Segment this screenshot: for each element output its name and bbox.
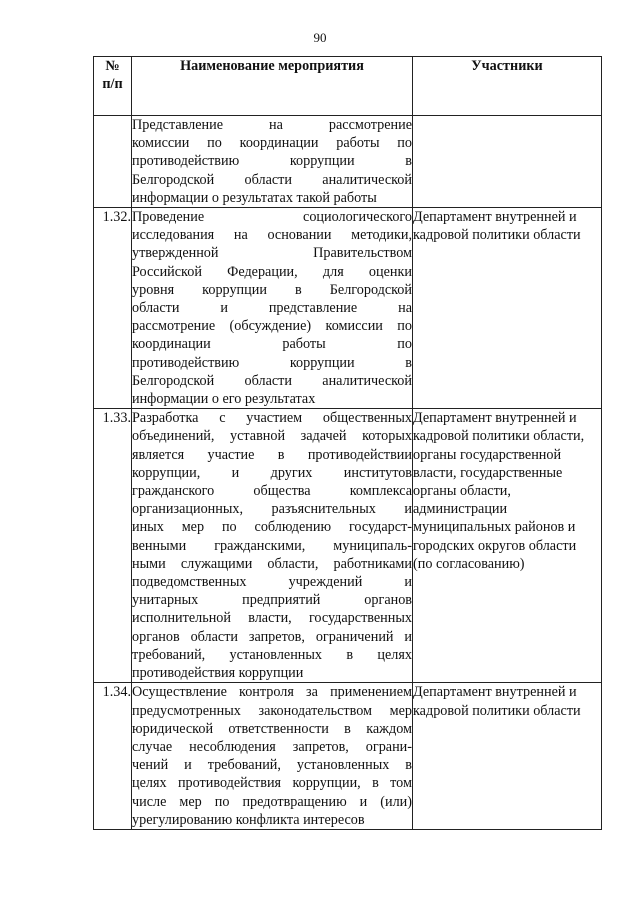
measures-table: [93, 56, 602, 830]
measure-name-line: предусмотренных законодательством мер: [132, 702, 412, 719]
measure-name-cell: [132, 409, 413, 683]
measure-name-line: Представление на рассмотрение: [132, 117, 412, 133]
participant-line: городских округов области: [413, 537, 577, 554]
header-participants: Участники: [413, 57, 602, 116]
participant-line: органы области,: [413, 483, 511, 500]
participant-line: Департамент внутренней и: [413, 209, 577, 226]
row-number: 1.32.: [94, 208, 132, 409]
measure-name-line: гражданского общества комплекса: [132, 483, 412, 500]
row-number: 1.34.: [94, 683, 132, 830]
page-number: 90: [313, 30, 327, 45]
measure-name-line: исследования на основании методики,: [132, 227, 412, 244]
measure-name-line: информации о результатах такой работы: [132, 189, 377, 206]
measure-name-line: ными служащими области, работниками: [132, 555, 412, 572]
participant-line: Департамент внутренней и: [413, 684, 577, 701]
measure-name-cell: [132, 683, 413, 830]
measure-name-line: исполнительной власти, государственных: [132, 610, 412, 627]
measure-name-line: числе мер по предотвращению и (или): [132, 793, 412, 810]
measure-name-line: области и представление на: [132, 300, 412, 317]
participant-line: (по согласованию): [413, 555, 525, 572]
measure-name-line: иных мер по соблюдению государст-: [132, 519, 412, 536]
measure-name-line: унитарных предприятий органов: [132, 592, 412, 609]
participant-line: кадровой политики области,: [413, 428, 585, 445]
measure-name-line: Проведение социологического: [132, 209, 412, 226]
measure-name-line: информации о его результатах: [132, 391, 316, 408]
measure-name-line: венными гражданскими, муниципаль-: [132, 537, 412, 554]
header-number: [94, 57, 132, 116]
participant-line: Департамент внутренней и: [413, 410, 577, 427]
measure-name-line: урегулированию конфликта интересов: [132, 811, 365, 828]
measure-name-line: Белгородской области аналитической: [132, 171, 412, 188]
measure-name-line: является участие в противодействии: [132, 446, 412, 463]
measure-name-line: требований, установленных в целях: [132, 646, 412, 663]
measure-name-line: Разработка с участием общественных: [132, 410, 412, 427]
participant-line: кадровой политики области: [413, 702, 581, 719]
measure-name-line: юридической ответственности в каждом: [132, 720, 412, 737]
measure-name-line: комиссии по координации работы по: [132, 135, 412, 152]
measure-name-line: утвержденной Правительством: [132, 245, 412, 262]
measure-name-line: организационных, разъяснительных и: [132, 501, 412, 518]
measure-name-line: органов области запретов, ограничений и: [132, 628, 412, 645]
measure-name-line: целях противодействия коррупции, в том: [132, 775, 412, 792]
measure-name-line: уровня коррупции в Белгородской: [132, 281, 412, 298]
header-measure-name: Наименование мероприятия: [132, 57, 413, 116]
row-number: 1.33.: [94, 409, 132, 683]
measure-name-line: Белгородской области аналитической: [132, 372, 412, 389]
participant-line: органы государственной: [413, 446, 562, 463]
participant-line: администрации: [413, 501, 508, 518]
measure-name-line: координации работы по: [132, 336, 412, 353]
participants-cell: [413, 683, 602, 830]
measure-name-cell: [132, 208, 413, 409]
measure-name-line: объединений, уставной задачей которых: [132, 428, 412, 445]
measure-name-line: подведомственных учреждений и: [132, 574, 412, 591]
measure-name-line: чений и требований, установленных в: [132, 757, 412, 774]
header-number-sign: №: [105, 58, 120, 74]
participants-cell: [413, 116, 602, 208]
measure-name-line: противодействия коррупции: [132, 665, 304, 682]
table-row: [94, 208, 602, 409]
participants-cell: [413, 409, 602, 683]
participant-line: власти, государственные: [413, 464, 563, 481]
participant-line: муниципальных районов и: [413, 519, 576, 536]
table-row: [94, 116, 602, 208]
table-row: [94, 409, 602, 683]
header-number-abbr: п/п: [102, 76, 123, 93]
measure-name-line: Осуществление контроля за применением: [132, 684, 412, 701]
table-row: [94, 683, 602, 830]
measure-name-line: Российской Федерации, для оценки: [132, 263, 412, 280]
measure-name-line: противодействию коррупции в: [132, 153, 412, 170]
row-number: [94, 116, 132, 208]
measure-name-line: случае несоблюдения запретов, ограни-: [132, 738, 412, 755]
table-header-row: [94, 57, 602, 116]
participants-cell: [413, 208, 602, 409]
measure-name-line: коррупции, и других институтов: [132, 464, 412, 481]
measure-name-line: рассмотрение (обсуждение) комиссии по: [132, 318, 412, 335]
participant-line: кадровой политики области: [413, 227, 581, 244]
measure-name-line: противодействию коррупции в: [132, 354, 412, 371]
measure-name-cell: [132, 116, 413, 208]
